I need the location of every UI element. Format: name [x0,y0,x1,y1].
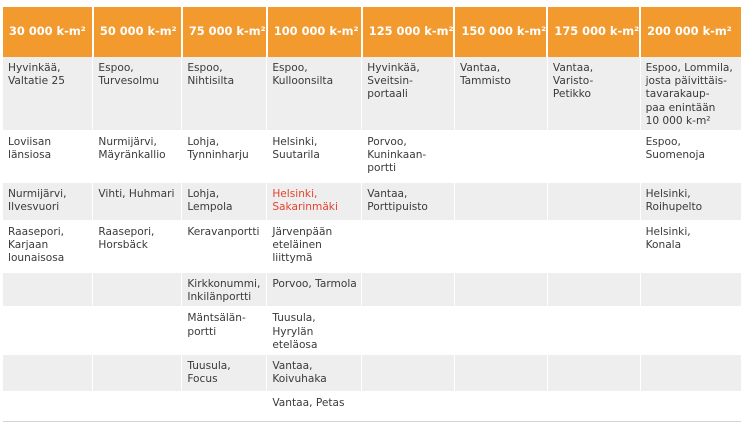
table-cell: Porvoo, Kuninkaan- portti [362,131,455,183]
table-row [3,131,741,183]
table-cell [640,355,741,392]
col-header-30000: 30 000 k-m² [3,7,93,57]
table-cell [547,183,640,221]
table-cell: Espoo, Lommila, josta päivittäis- tavarakaup- paa enintään 10 000 k-m² [640,57,741,131]
table-cell: Hyvinkää, Valtatie 25 [3,57,93,131]
table-cell [93,392,182,422]
table-cell: Lohja, Lempola [182,183,267,221]
table-cell: Kirkkonummi, Inkilänportti [182,273,267,307]
table-cell [3,273,93,307]
table-cell: Raasepori, Karjaan lounaisosa [3,221,93,273]
table-cell [454,307,547,355]
col-header-50000: 50 000 k-m² [93,7,182,57]
table-cell [547,273,640,307]
table-row [3,183,741,221]
col-header-100000: 100 000 k-m² [267,7,362,57]
table-cell: Hyvinkää, Sveitsin- portaali [362,57,455,131]
table-cell: Vantaa, Varisto- Petikko [547,57,640,131]
col-header-75000: 75 000 k-m² [182,7,267,57]
table-cell: Helsinki, Konala [640,221,741,273]
table-cell: Helsinki, Roihupelto [640,183,741,221]
table-cell [640,273,741,307]
table-cell [640,307,741,355]
table-cell: Espoo, Kulloonsilta [267,57,362,131]
col-header-150000: 150 000 k-m² [454,7,547,57]
table-cell: Vantaa, Koivuhaka [267,355,362,392]
table-cell [93,307,182,355]
table-cell: Vantaa, Porttipuisto [362,183,455,221]
table-cell: Raasepori, Horsbäck [93,221,182,273]
table-row [3,392,741,422]
header-row [3,7,741,57]
table-cell: Järvenpään eteläinen liittymä [267,221,362,273]
table-cell [362,307,455,355]
table-cell [547,131,640,183]
table-cell: Nurmijärvi, Ilvesvuori [3,183,93,221]
table-cell: Vihti, Huhmari [93,183,182,221]
table-row [3,355,741,392]
table-cell [3,307,93,355]
table-row [3,57,741,131]
table-cell [547,307,640,355]
table-cell [640,392,741,422]
table-cell [454,392,547,422]
table-cell [547,392,640,422]
table-cell: Mäntsälän- portti [182,307,267,355]
table-cell: Tuusula, Focus [182,355,267,392]
table-cell: Espoo, Turvesolmu [93,57,182,131]
table-cell: Vantaa, Tammisto [454,57,547,131]
commercial-area-table [3,7,741,422]
table-cell [182,392,267,422]
table-cell: Espoo, Suomenoja [640,131,741,183]
table-cell [362,273,455,307]
table-cell: Nurmijärvi, Mäyränkallio [93,131,182,183]
col-header-200000: 200 000 k-m² [640,7,741,57]
table-row [3,307,741,355]
table-cell [362,355,455,392]
table-cell: Porvoo, Tarmola [267,273,362,307]
table-cell [454,131,547,183]
table-cell [547,221,640,273]
table-cell: Tuusula, Hyrylän eteläosa [267,307,362,355]
table-cell [93,273,182,307]
table-cell: Loviisan länsiosa [3,131,93,183]
table-cell: Keravanportti [182,221,267,273]
table-cell [3,392,93,422]
table-cell: Lohja, Tynninharju [182,131,267,183]
table-cell: Vantaa, Petas [267,392,362,422]
table-cell: Espoo, Nihtisilta [182,57,267,131]
table-cell [454,221,547,273]
table-cell [3,355,93,392]
table-row [3,273,741,307]
table-cell: Helsinki, Suutarila [267,131,362,183]
table-cell [547,355,640,392]
col-header-175000: 175 000 k-m² [547,7,640,57]
table-cell [362,392,455,422]
col-header-125000: 125 000 k-m² [362,7,455,57]
table-row [3,221,741,273]
table-cell [454,273,547,307]
table-cell [454,355,547,392]
table-cell [362,221,455,273]
highlighted-location: Helsinki, Sakarinmäki [267,183,362,221]
table-cell [93,355,182,392]
table-cell [454,183,547,221]
